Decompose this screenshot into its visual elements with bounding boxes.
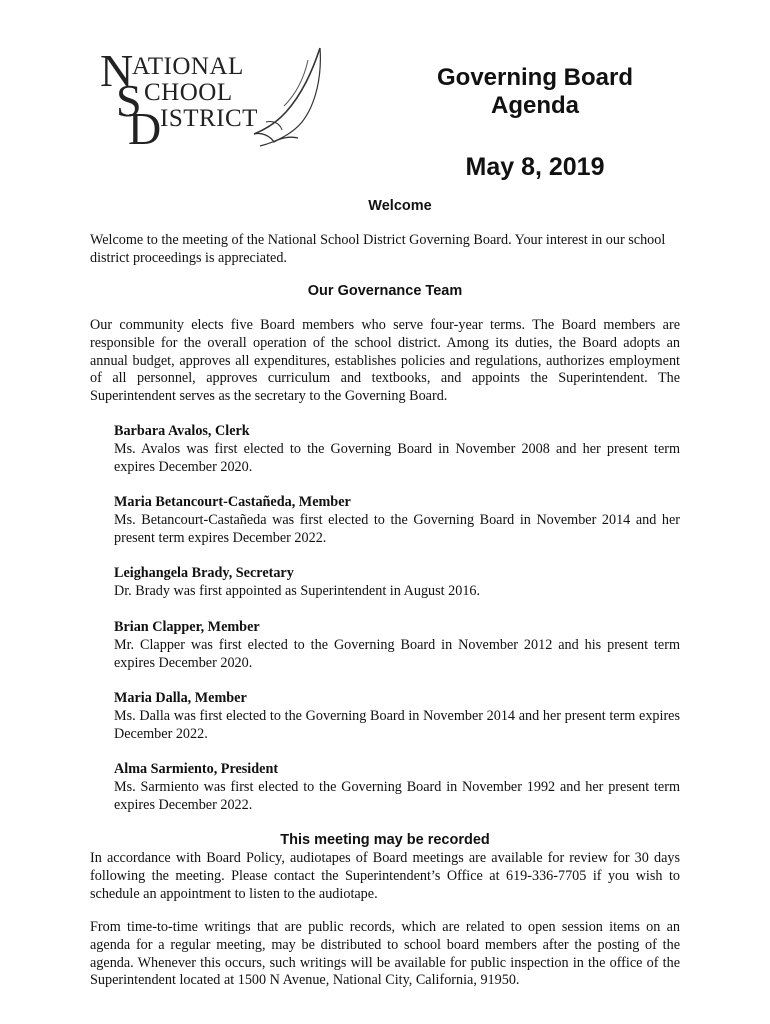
member-bio: Ms. Sarmiento was first elected to the Governing Board in November 1992 and her present term expires December 2022. [114, 778, 680, 813]
board-member [114, 619, 680, 672]
welcome-heading: Welcome [368, 198, 432, 214]
governance-text: Our community elects five Board members who serve four-year terms. The Board members are responsible for the overall operation of the school district. Among its duties, the Board adopts an annual budget, approves all expenditures, establishes policies and regulations, authorizes employment of all personnel, approves curriculum and textbooks, and appoints the Superintendent. The Superintendent serves as the secretary to the Governing Board. [90, 317, 680, 405]
member-name: Brian Clapper, Member [114, 619, 260, 635]
agenda-title [400, 64, 670, 120]
recorded-heading: This meeting may be recorded [280, 832, 490, 848]
member-name: Maria Betancourt-Castañeda, Member [114, 494, 351, 510]
member-bio: Mr. Clapper was first elected to the Governing Board in November 2012 and his present term expires December 2020. [114, 636, 680, 671]
logo-word-school: CHOOL [144, 79, 233, 106]
board-member [114, 565, 680, 601]
logo-word-district: ISTRICT [160, 105, 258, 132]
logo-initial-s: S [116, 75, 142, 126]
title-line-1: Governing Board [436, 64, 634, 91]
member-bio: Ms. Betancourt-Castañeda was first elected to the Governing Board in November 2014 and her present term expires December 2022. [114, 511, 680, 546]
member-name: Maria Dalla, Member [114, 690, 247, 706]
board-member [114, 761, 680, 814]
board-member [114, 423, 680, 476]
title-line-2: Agenda [490, 92, 579, 119]
meeting-date: May 8, 2019 [465, 153, 605, 181]
logo-initial-d: D [128, 103, 162, 154]
district-logo [100, 42, 330, 152]
member-bio: Ms. Avalos was first elected to the Governing Board in November 2008 and her present term expires December 2020. [114, 440, 680, 475]
public-records-text: From time-to-time writings that are public records, which are related to open session items on an agenda for a regular meeting, may be distributed to school board members after the posting of the agenda. Whenever this occurs, such writings will be available for public inspection in the office of the Superintendent located at 1500 N Avenue, National City, California, 91950. [90, 919, 680, 989]
logo-initial-n: N [100, 45, 134, 96]
board-member [114, 494, 680, 547]
board-member [114, 690, 680, 743]
governance-heading: Our Governance Team [307, 283, 463, 299]
welcome-text: Welcome to the meeting of the National School District Governing Board. Your interest in our school district proceedings is appreciated. [90, 232, 666, 266]
member-bio: Dr. Brady was first appointed as Superintendent in August 2016. [114, 582, 481, 599]
member-name: Alma Sarmiento, President [114, 761, 279, 777]
bird-emblem-icon [250, 42, 330, 150]
logo-word-national: ATIONAL [132, 53, 244, 80]
member-bio: Ms. Dalla was first elected to the Governing Board in November 2014 and her present term expires December 2022. [114, 707, 680, 742]
recorded-text: In accordance with Board Policy, audiotapes of Board meetings are available for review for 30 days following the meeting. Please contact the Superintendent’s Office at 619-336-7705 if you wish to schedule an appointment to listen to the audiotape. [90, 850, 680, 902]
member-name: Barbara Avalos, Clerk [114, 423, 250, 439]
member-name: Leighangela Brady, Secretary [114, 565, 294, 581]
